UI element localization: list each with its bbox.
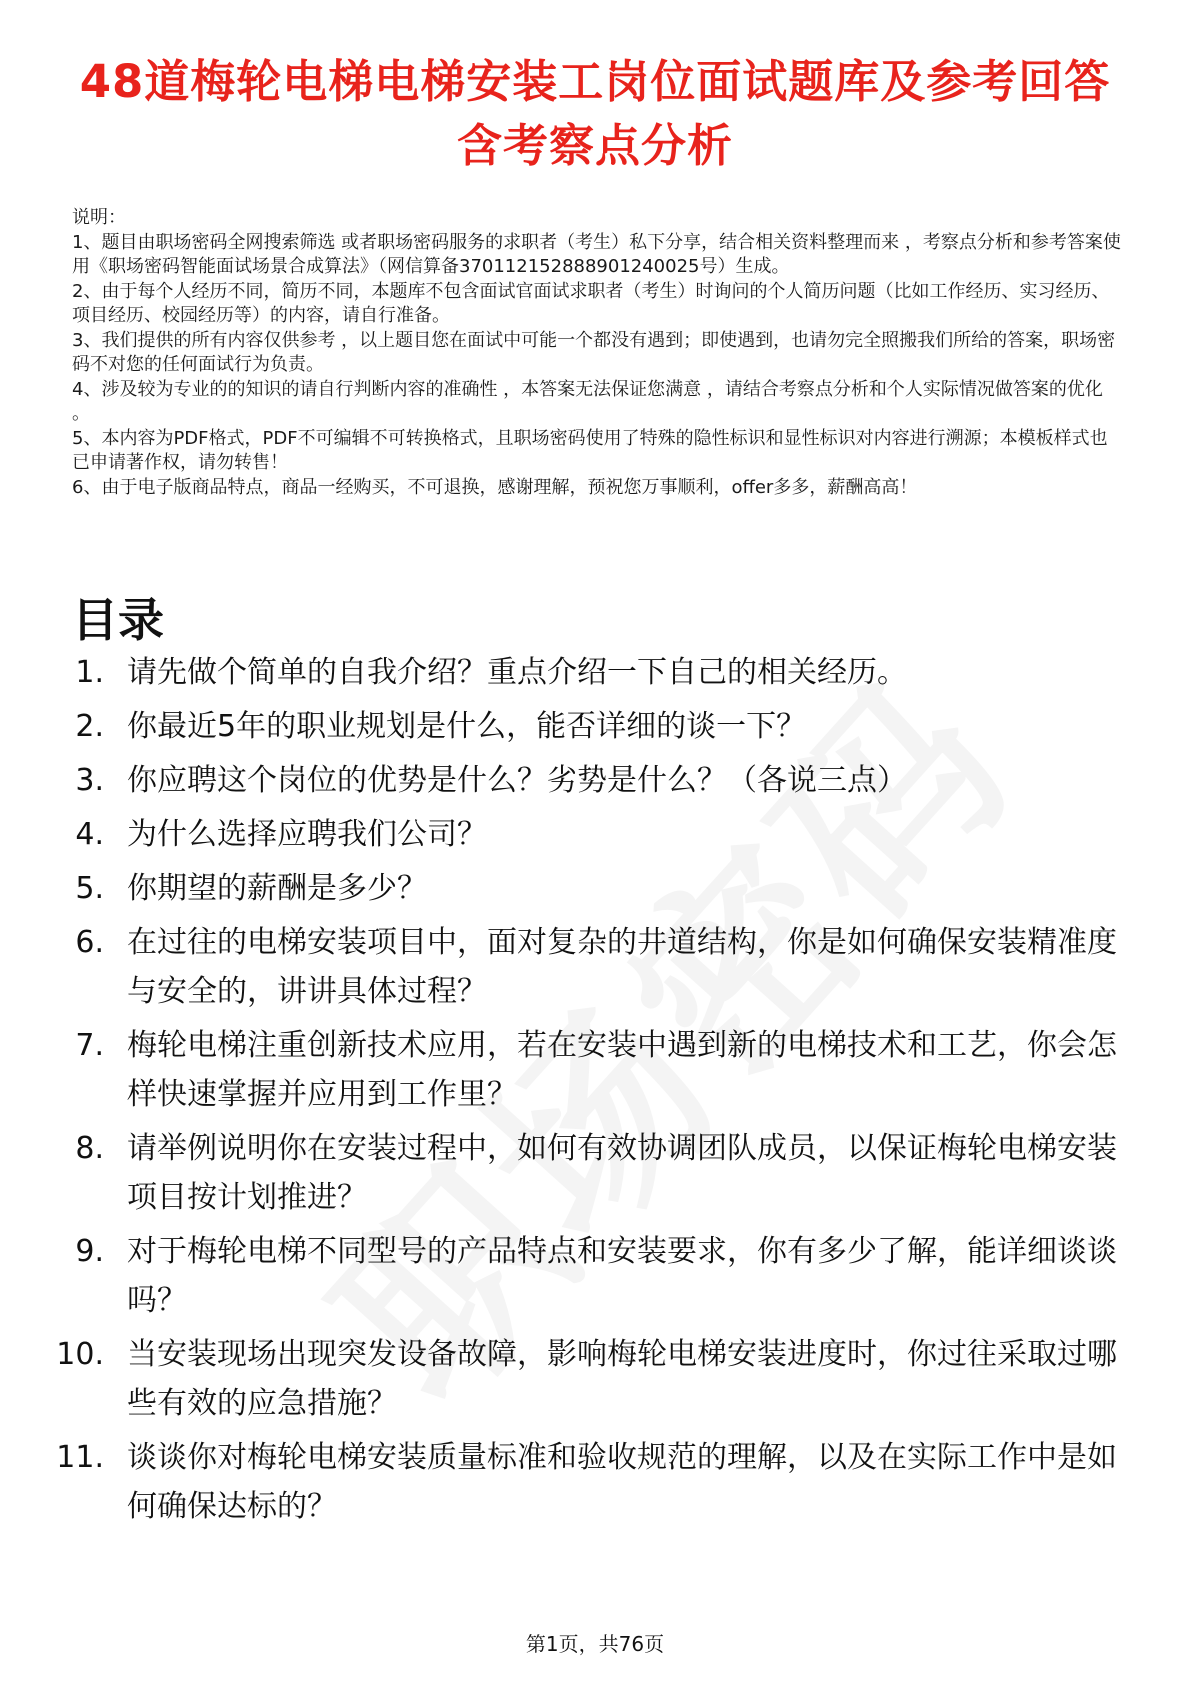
toc-item-text: 你应聘这个岗位的优势是什么？劣势是什么？（各说三点） — [127, 763, 907, 798]
notes-heading: 说明： — [72, 207, 126, 228]
toc-item-number: 10. — [56, 1337, 104, 1372]
notes-item: 2、由于每个人经历不同，简历不同，本题库不包含面试官面试求职者（考生）时询问的个人简历问题（比如工作经历、实习经历、项目经历、校园经历等）的内容，请自行准备。 — [72, 280, 1110, 326]
toc-item-number: 7. — [75, 1028, 104, 1063]
toc-item-number: 2. — [75, 709, 104, 744]
toc-item-text: 对于梅轮电梯不同型号的产品特点和安装要求，你有多少了解，能详细谈谈吗？ — [127, 1234, 1117, 1318]
notes-item: 3、我们提供的所有内容仅供参考 ，以上题目您在面试中可能一个都没有遇到；即使遇到，也请勿完全照搬我们所给的答案，职场密码不对您的任何面试行为负责。 — [72, 329, 1116, 375]
page-footer: 第1页，共76页 — [525, 1632, 665, 1656]
toc-item-text: 请先做个简单的自我介绍？重点介绍一下自己的相关经历。 — [127, 655, 907, 690]
toc-item-text: 你最近5年的职业规划是什么，能否详细的谈一下？ — [127, 709, 807, 744]
toc-item-number: 3. — [75, 763, 104, 798]
toc-item-number: 9. — [75, 1234, 104, 1269]
toc-item-number: 6. — [75, 925, 104, 960]
toc-item-number: 8. — [75, 1131, 104, 1166]
notes-item: 1、题目由职场密码全网搜索筛选 或者职场密码服务的求职者（考生）私下分享，结合相关资料整理而来 ，考察点分析和参考答案使用《职场密码智能面试场景合成算法》（网信算备370112152888901240025号）生成。 — [72, 231, 1121, 277]
toc-item-text: 梅轮电梯注重创新技术应用，若在安装中遇到新的电梯技术和工艺，你会怎样快速掌握并应用到工作里？ — [127, 1028, 1117, 1112]
toc-item-text: 当安装现场出现突发设备故障，影响梅轮电梯安装进度时，你过往采取过哪些有效的应急措施？ — [127, 1337, 1117, 1421]
toc-item-number: 4. — [75, 817, 104, 852]
notes-item: 4、涉及较为专业的的知识的请自行判断内容的准确性 ，本答案无法保证您满意 ，请结合考察点分析和个人实际情况做答案的优化 。 — [72, 378, 1103, 424]
toc-item-number: 1. — [75, 655, 104, 690]
notes-item: 5、本内容为PDF格式，PDF不可编辑不可转换格式，且职场密码使用了特殊的隐性标识和显性标识对内容进行溯源；本模板样式也已申请著作权，请勿转售！ — [72, 427, 1108, 473]
toc-item-number: 11. — [56, 1440, 104, 1475]
toc-heading: 目录 — [72, 593, 164, 647]
toc-item-number: 5. — [75, 871, 104, 906]
toc-item-text: 你期望的薪酬是多少？ — [127, 871, 427, 906]
toc-item-text: 请举例说明你在安装过程中，如何有效协调团队成员，以保证梅轮电梯安装项目按计划推进？ — [127, 1131, 1117, 1215]
page-title: 48道梅轮电梯电梯安装工岗位面试题库及参考回答含考察点分析 — [79, 55, 1111, 172]
toc-item-text: 在过往的电梯安装项目中，面对复杂的井道结构，你是如何确保安装精准度与安全的，讲讲具体过程？ — [127, 925, 1117, 1009]
notes-section — [72, 206, 1122, 500]
toc-item-text: 为什么选择应聘我们公司？ — [127, 817, 487, 852]
notes-item: 6、由于电子版商品特点，商品一经购买，不可退换，感谢理解，预祝您万事顺利，offer多多，薪酬高高！ — [72, 476, 918, 498]
toc-item-text: 谈谈你对梅轮电梯安装质量标准和验收规范的理解，以及在实际工作中是如何确保达标的？ — [127, 1440, 1117, 1524]
